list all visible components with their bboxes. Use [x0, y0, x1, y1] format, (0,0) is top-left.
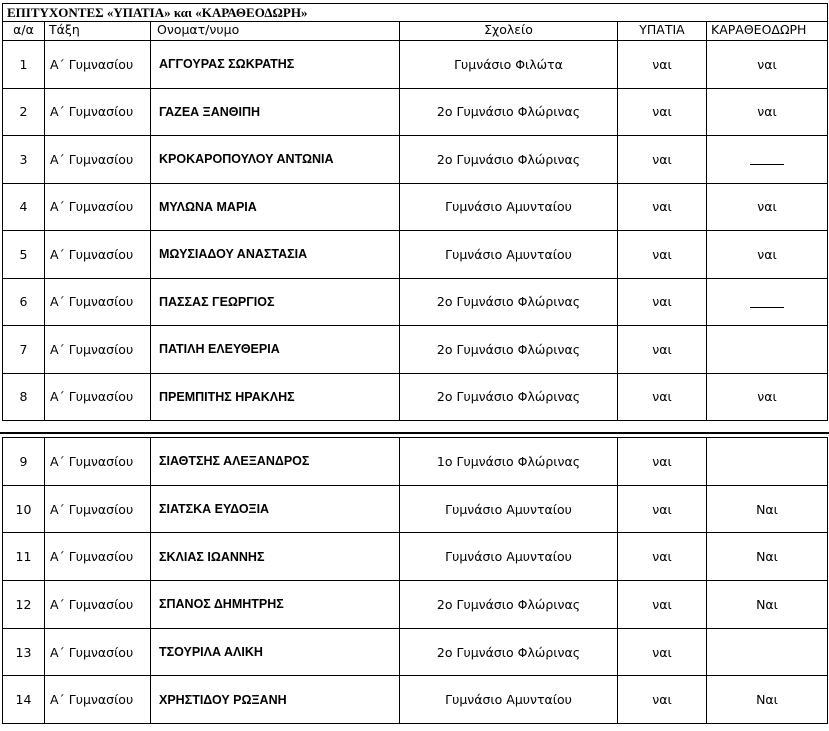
row-hypatia: ναι: [618, 581, 707, 629]
results-table-part2: [2, 437, 828, 724]
row-name: ΓΑΖΕΑ ΞΑΝΘΙΠΗ: [151, 88, 400, 136]
row-school: 2ο Γυμνάσιο Φλώρινας: [400, 628, 618, 676]
table-row: [3, 373, 828, 421]
header-aa: α/α: [3, 22, 45, 41]
row-karatheodori: Ναι: [707, 485, 828, 533]
row-number: 1: [3, 41, 45, 89]
table-row: [3, 533, 828, 581]
row-number: 12: [3, 581, 45, 629]
row-name: ΜΩΥΣΙΑΔΟΥ ΑΝΑΣΤΑΣΙΑ: [151, 231, 400, 279]
row-school: 2ο Γυμνάσιο Φλώρινας: [400, 278, 618, 326]
row-hypatia: ναι: [618, 136, 707, 184]
row-number: 5: [3, 231, 45, 279]
row-school: 2ο Γυμνάσιο Φλώρινας: [400, 136, 618, 184]
row-hypatia: ναι: [618, 41, 707, 89]
table-row: [3, 581, 828, 629]
table-row: [3, 41, 828, 89]
row-karatheodori: ναι: [707, 183, 828, 231]
row-name: ΠΑΣΣΑΣ ΓΕΩΡΓΙΟΣ: [151, 278, 400, 326]
row-name: ΣΚΛΙΑΣ ΙΩΑΝΝΗΣ: [151, 533, 400, 581]
row-hypatia: ναι: [618, 231, 707, 279]
row-name: ΠΡΕΜΠΙΤΗΣ ΗΡΑΚΛΗΣ: [151, 373, 400, 421]
row-name: ΣΠΑΝΟΣ ΔΗΜΗΤΡΗΣ: [151, 581, 400, 629]
table-row: [3, 326, 828, 374]
row-number: 9: [3, 438, 45, 486]
row-name: ΣΙΑΤΣΚΑ ΕΥΔΟΞΙΑ: [151, 485, 400, 533]
row-number: 8: [3, 373, 45, 421]
row-karatheodori: ναι: [707, 41, 828, 89]
row-name: ΑΓΓΟΥΡΑΣ ΣΩΚΡΑΤΗΣ: [151, 41, 400, 89]
table-row: [3, 438, 828, 486]
row-number: 4: [3, 183, 45, 231]
row-name: ΚΡΟΚΑΡΟΠΟΥΛΟΥ ΑΝΤΩΝΙΑ: [151, 136, 400, 184]
row-school: Γυμνάσιο Αμυνταίου: [400, 183, 618, 231]
table-row: [3, 136, 828, 184]
table-row: [3, 231, 828, 279]
row-name: ΠΑΤΙΛΗ ΕΛΕΥΘΕΡΙΑ: [151, 326, 400, 374]
section-divider: [0, 432, 829, 434]
row-school: 2ο Γυμνάσιο Φλώρινας: [400, 373, 618, 421]
header-class: Τάξη: [45, 22, 151, 41]
row-name: ΜΥΛΩΝΑ ΜΑΡΙΑ: [151, 183, 400, 231]
row-number: 14: [3, 676, 45, 724]
table-row: [3, 278, 828, 326]
row-hypatia: ναι: [618, 326, 707, 374]
row-school: Γυμνάσιο Αμυνταίου: [400, 533, 618, 581]
row-school: 2ο Γυμνάσιο Φλώρινας: [400, 88, 618, 136]
row-karatheodori: Ναι: [707, 533, 828, 581]
row-number: 11: [3, 533, 45, 581]
table-row: [3, 88, 828, 136]
row-name: ΧΡΗΣΤΙΔΟΥ ΡΩΞΑΝΗ: [151, 676, 400, 724]
row-class: Α΄ Γυμνασίου: [45, 41, 151, 89]
row-class: Α΄ Γυμνασίου: [45, 628, 151, 676]
table-row: [3, 676, 828, 724]
row-class: Α΄ Γυμνασίου: [45, 373, 151, 421]
header-school: Σχολείο: [400, 22, 618, 41]
row-school: Γυμνάσιο Αμυνταίου: [400, 231, 618, 279]
row-number: 7: [3, 326, 45, 374]
results-table-part1: [2, 3, 828, 421]
row-hypatia: ναι: [618, 373, 707, 421]
row-hypatia: ναι: [618, 183, 707, 231]
row-number: 3: [3, 136, 45, 184]
row-school: 2ο Γυμνάσιο Φλώρινας: [400, 581, 618, 629]
header-karatheodori: ΚΑΡΑΘΕΟΔΩΡΗ: [707, 22, 828, 41]
row-class: Α΄ Γυμνασίου: [45, 278, 151, 326]
row-school: 2ο Γυμνάσιο Φλώρινας: [400, 326, 618, 374]
row-karatheodori: Ναι: [707, 581, 828, 629]
header-name: Ονοματ/νυμο: [151, 22, 400, 41]
row-karatheodori: [707, 628, 828, 676]
row-hypatia: ναι: [618, 485, 707, 533]
table-row: [3, 485, 828, 533]
row-class: Α΄ Γυμνασίου: [45, 136, 151, 184]
page-title: ΕΠΙΤΥΧΟΝΤΕΣ «ΥΠΑΤΙΑ» και «ΚΑΡΑΘΕΟΔΩΡΗ»: [3, 4, 828, 22]
row-class: Α΄ Γυμνασίου: [45, 326, 151, 374]
row-karatheodori: Ναι: [707, 676, 828, 724]
row-number: 13: [3, 628, 45, 676]
row-hypatia: ναι: [618, 438, 707, 486]
row-karatheodori: [707, 438, 828, 486]
row-hypatia: ναι: [618, 628, 707, 676]
table-row: [3, 628, 828, 676]
header-row: [3, 22, 828, 41]
row-hypatia: ναι: [618, 88, 707, 136]
row-school: Γυμνάσιο Αμυνταίου: [400, 485, 618, 533]
row-class: Α΄ Γυμνασίου: [45, 485, 151, 533]
row-karatheodori: ναι: [707, 231, 828, 279]
row-hypatia: ναι: [618, 533, 707, 581]
row-class: Α΄ Γυμνασίου: [45, 438, 151, 486]
row-karatheodori: [707, 326, 828, 374]
row-class: Α΄ Γυμνασίου: [45, 676, 151, 724]
table-row: [3, 183, 828, 231]
row-hypatia: ναι: [618, 676, 707, 724]
row-karatheodori: [707, 278, 828, 326]
blank-line-mark: [750, 298, 784, 308]
row-karatheodori: [707, 136, 828, 184]
row-class: Α΄ Γυμνασίου: [45, 231, 151, 279]
row-hypatia: ναι: [618, 278, 707, 326]
row-number: 10: [3, 485, 45, 533]
row-class: Α΄ Γυμνασίου: [45, 88, 151, 136]
row-number: 2: [3, 88, 45, 136]
row-name: ΣΙΑΘΤΣΗΣ ΑΛΕΞΑΝΔΡΟΣ: [151, 438, 400, 486]
row-karatheodori: ναι: [707, 373, 828, 421]
row-class: Α΄ Γυμνασίου: [45, 581, 151, 629]
blank-line-mark: [750, 155, 784, 165]
row-karatheodori: ναι: [707, 88, 828, 136]
row-number: 6: [3, 278, 45, 326]
row-class: Α΄ Γυμνασίου: [45, 533, 151, 581]
row-name: ΤΣΟΥΡΙΛΑ ΑΛΙΚΗ: [151, 628, 400, 676]
row-school: Γυμνάσιο Φιλώτα: [400, 41, 618, 89]
header-hypatia: ΥΠΑΤΙΑ: [618, 22, 707, 41]
row-school: 1ο Γυμνάσιο Φλώρινας: [400, 438, 618, 486]
row-school: Γυμνάσιο Αμυνταίου: [400, 676, 618, 724]
row-class: Α΄ Γυμνασίου: [45, 183, 151, 231]
